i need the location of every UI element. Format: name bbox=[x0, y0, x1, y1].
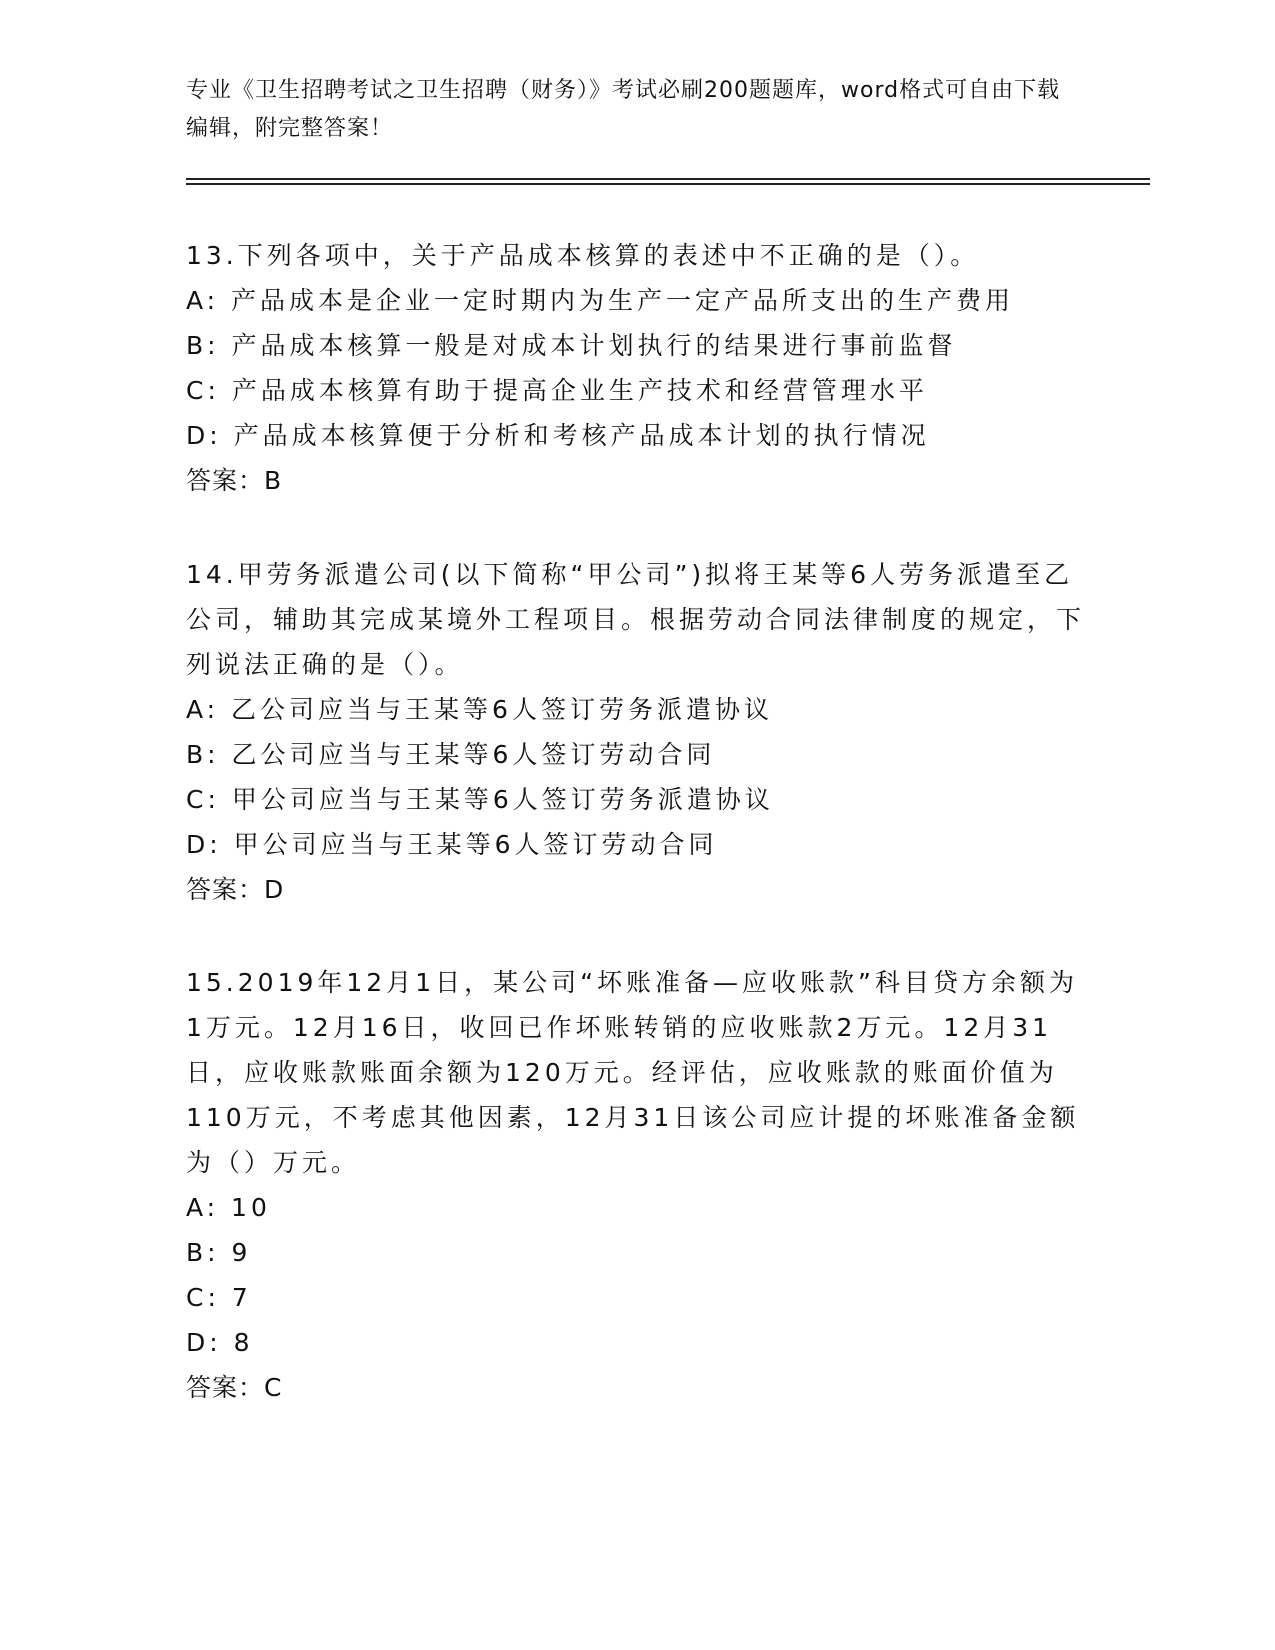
option-a: A: 10 bbox=[186, 1193, 271, 1222]
question-answer: 答案：D bbox=[186, 875, 285, 904]
option-a: A: 产品成本是企业一定时期内为生产一定产品所支出的生产费用 bbox=[186, 286, 1015, 315]
question-options bbox=[186, 1185, 1086, 1365]
option-b: B: 乙公司应当与王某等6人签订劳动合同 bbox=[186, 740, 716, 769]
option-b: B: 产品成本核算一般是对成本计划执行的结果进行事前监督 bbox=[186, 331, 957, 360]
option-c: C: 7 bbox=[186, 1283, 252, 1312]
question-stem: 13.下列各项中，关于产品成本核算的表述中不正确的是（）。 bbox=[186, 241, 980, 270]
question-options bbox=[186, 278, 1086, 458]
question-14 bbox=[186, 552, 1086, 912]
question-15 bbox=[186, 960, 1086, 1410]
document-header: 专业《卫生招聘考试之卫生招聘（财务）》考试必刷200题题库，word格式可自由下载编辑，附完整答案！ bbox=[186, 78, 1061, 141]
option-a: A: 乙公司应当与王某等6人签订劳务派遣协议 bbox=[186, 695, 773, 724]
option-c: C: 产品成本核算有助于提高企业生产技术和经营管理水平 bbox=[186, 376, 928, 405]
question-13 bbox=[186, 233, 1086, 503]
option-d: D: 产品成本核算便于分析和考核产品成本计划的执行情况 bbox=[186, 421, 930, 450]
header-divider-bottom bbox=[186, 183, 1150, 185]
question-answer: 答案：C bbox=[186, 1373, 283, 1402]
question-stem: 15.2019年12月1日，某公司“坏账准备—应收账款”科目贷方余额为1万元。12月16日，收回已作坏账转销的应收账款2万元。12月31日，应收账款账面余额为120万元。经评估，应收账款的账面价值为110万元，不考虑其他因素，12月31日该公司应计提的坏账准备金额为（）万元。 bbox=[186, 968, 1080, 1177]
header-divider-top bbox=[186, 178, 1150, 180]
option-c: C: 甲公司应当与王某等6人签订劳务派遣协议 bbox=[186, 785, 774, 814]
question-options bbox=[186, 687, 1086, 867]
question-answer: 答案：B bbox=[186, 466, 283, 495]
question-stem: 14.甲劳务派遣公司(以下简称“甲公司”)拟将王某等6人劳务派遣至乙公司，辅助其完成某境外工程项目。根据劳动合同法律制度的规定，下列说法正确的是（）。 bbox=[186, 560, 1086, 679]
option-d: D: 甲公司应当与王某等6人签订劳动合同 bbox=[186, 830, 718, 859]
option-b: B: 9 bbox=[186, 1238, 252, 1267]
option-d: D: 8 bbox=[186, 1328, 254, 1357]
